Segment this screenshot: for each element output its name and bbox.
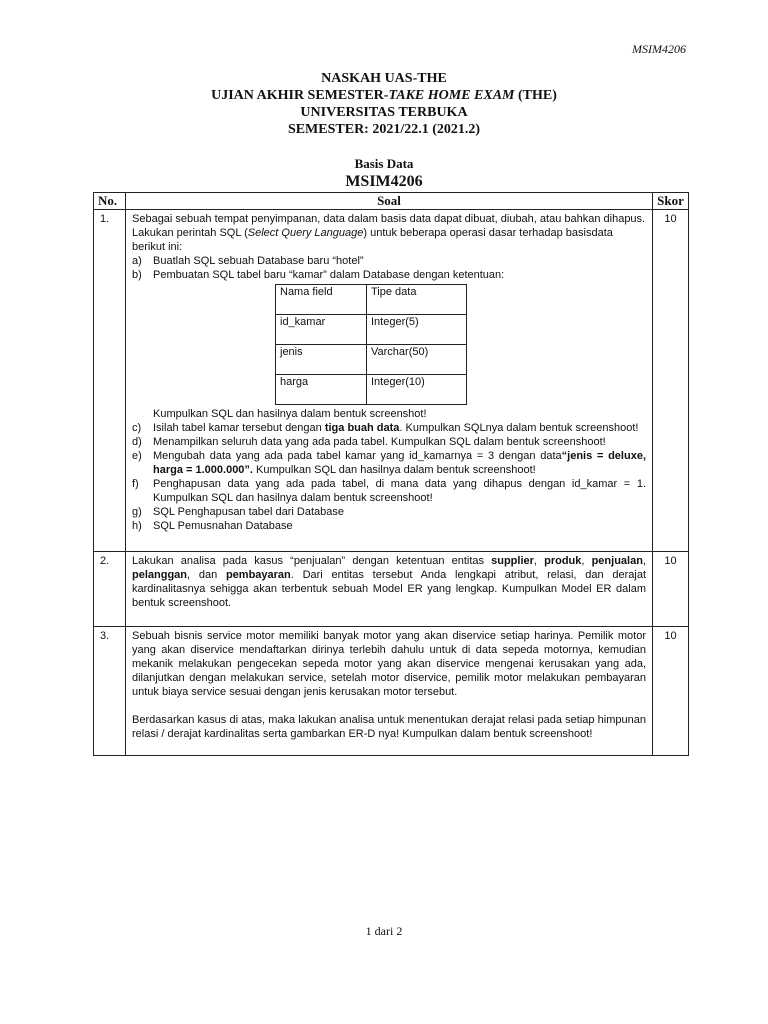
q1-items bbox=[132, 254, 646, 282]
question-table bbox=[93, 192, 689, 756]
document-code: MSIM4206 bbox=[632, 42, 686, 56]
q1-item-a bbox=[132, 254, 646, 268]
q2-text: , bbox=[642, 555, 646, 567]
q1-b-after: Kumpulkan SQL dan hasilnya dalam bentuk screenshot! bbox=[153, 408, 427, 420]
q2-entity-produk: produk bbox=[544, 555, 582, 567]
q1-intro-c: ) untuk beberapa operasi dasar terhadap basisdata berikut ini: bbox=[132, 227, 613, 253]
field-type: Varchar(50) bbox=[367, 345, 467, 375]
question-row-2 bbox=[94, 552, 689, 627]
q3-paragraph-1: Sebuah bisnis service motor memiliki banyak motor yang akan diservice setiap harinya. Pemilik motor yang akan diservice mendaftarkan dirinya terlebih dahulu untuk di data sepeda motornya, kemudian mekanik melakukan pengecekan sepeda motor yang akan diservice mengenai kerusakan yang ada, dilanjutkan dengan melakukan service, setelah motor diservice, pemilik motor melakukan pembayaran untuk biaya service sesuai dengan jenis kerusakan motor tersebut. bbox=[132, 630, 646, 698]
header-line-2-italic: TAKE HOME EXAM bbox=[388, 88, 515, 103]
q1-item-g bbox=[132, 505, 646, 519]
item-bold: tiga buah data bbox=[324, 422, 400, 434]
q2-text: Lakukan analisa pada kasus “penjualan” dengan ketentuan entitas bbox=[132, 555, 492, 567]
q2-entity-pembayaran: pembayaran bbox=[225, 569, 291, 581]
q1-item-c bbox=[132, 421, 646, 435]
header-line-1: NASKAH UAS-THE bbox=[321, 71, 447, 86]
item-text: Pembuatan SQL tabel baru “kamar” dalam Database dengan ketentuan: bbox=[153, 269, 505, 281]
header-line-2 bbox=[0, 87, 768, 104]
q2-entity-pelanggan: pelanggan bbox=[132, 569, 188, 581]
field-row bbox=[276, 375, 467, 405]
question-number: 1. bbox=[94, 210, 126, 552]
item-text: Isilah tabel kamar tersebut dengan bbox=[153, 422, 325, 434]
header-line-2-c: (THE) bbox=[514, 88, 557, 103]
item-label: c) bbox=[132, 422, 142, 434]
q2-entity-supplier: supplier bbox=[491, 555, 534, 567]
q1-item-b bbox=[132, 268, 646, 282]
page-number: 1 dari 2 bbox=[365, 924, 403, 938]
item-label: b) bbox=[132, 269, 142, 281]
field-name: id_kamar bbox=[276, 315, 367, 345]
q1-intro-italic: Select Query Language bbox=[247, 227, 364, 239]
q3-paragraph-2: Berdasarkan kasus di atas, maka lakukan analisa untuk menentukan derajat relasi pada setiap himpunan relasi / derajat kardinalitas serta gambarkan ER-D nya! Kumpulkan dalam bentuk screenshoot! bbox=[132, 714, 646, 740]
header-line-4: SEMESTER: 2021/22.1 (2021.2) bbox=[287, 122, 481, 137]
question-text bbox=[126, 210, 653, 552]
item-text: . Kumpulkan SQLnya dalam bentuk screenshoot! bbox=[399, 422, 639, 434]
item-text: Buatlah SQL sebuah Database baru “hotel” bbox=[153, 255, 364, 267]
course-code: MSIM4206 bbox=[345, 173, 423, 190]
question-text bbox=[126, 552, 653, 627]
q2-text: , bbox=[533, 555, 545, 567]
question-text bbox=[126, 627, 653, 756]
table-header-row bbox=[94, 193, 689, 210]
item-label: d) bbox=[132, 436, 142, 448]
item-bold: “jenis = deluxe, harga = 1.000.000”. bbox=[153, 450, 646, 476]
question-score: 10 bbox=[653, 627, 689, 756]
q1-intro bbox=[132, 212, 646, 254]
q1-item-d bbox=[132, 435, 646, 449]
field-name: harga bbox=[276, 375, 367, 405]
q2-text: , dan bbox=[187, 569, 226, 581]
header-line-3: UNIVERSITAS TERBUKA bbox=[300, 105, 468, 120]
exam-header bbox=[0, 70, 768, 138]
field-row bbox=[276, 315, 467, 345]
field-table bbox=[275, 284, 467, 405]
q1-item-e bbox=[132, 449, 646, 477]
field-row bbox=[276, 345, 467, 375]
question-row-3 bbox=[94, 627, 689, 756]
q1-intro-a: Sebagai sebuah tempat penyimpanan, data dalam basis data dapat dibuat, diubah, atau bahkan dihapus. Lakukan perintah SQL ( bbox=[132, 213, 646, 239]
question-score: 10 bbox=[653, 552, 689, 627]
question-score: 10 bbox=[653, 210, 689, 552]
col-skor-header: Skor bbox=[653, 193, 689, 210]
field-type: Integer(5) bbox=[367, 315, 467, 345]
q2-text: . Dari entitas tersebut Anda lengkapi atribut, relasi, dan derajat kardinalitasnya sehigga akan terbentuk sebuah Model ER yang lengkap. Kumpulkan Model ER dalam bentuk screenshoot. bbox=[132, 569, 646, 609]
field-type: Tipe data bbox=[367, 285, 467, 315]
field-row bbox=[276, 285, 467, 315]
item-text: Menampilkan seluruh data yang ada pada tabel. Kumpulkan SQL dalam bentuk screenshoot! bbox=[153, 436, 606, 448]
q1-items-2 bbox=[132, 421, 646, 533]
course-name: Basis Data bbox=[354, 156, 414, 171]
header-line-2-a: UJIAN AKHIR SEMESTER- bbox=[211, 88, 389, 103]
col-soal-header: Soal bbox=[126, 193, 653, 210]
item-text: Penghapusan data yang ada pada tabel, di mana data yang dihapus dengan id_kamar = 1. Kumpulkan SQL dan hasilnya dalam bentuk screenshoot! bbox=[153, 478, 646, 504]
course-title bbox=[0, 156, 768, 192]
item-label: a) bbox=[132, 255, 142, 267]
item-text: SQL Pemusnahan Database bbox=[153, 520, 293, 532]
q2-entity-penjualan: penjualan bbox=[591, 555, 643, 567]
item-label: h) bbox=[132, 520, 142, 532]
item-text: Kumpulkan SQL dan hasilnya dalam bentuk screenshoot! bbox=[252, 464, 536, 476]
question-row-1 bbox=[94, 210, 689, 552]
q1-item-f bbox=[132, 477, 646, 505]
item-label: f) bbox=[132, 478, 139, 490]
item-label: g) bbox=[132, 506, 142, 518]
item-text: Mengubah data yang ada pada tabel kamar yang id_kamarnya = 3 dengan data bbox=[153, 450, 562, 462]
field-name: Nama field bbox=[276, 285, 367, 315]
item-label: e) bbox=[132, 450, 142, 462]
question-number: 3. bbox=[94, 627, 126, 756]
item-text: SQL Penghapusan tabel dari Database bbox=[153, 506, 345, 518]
q1-item-h bbox=[132, 519, 646, 533]
q2-text: , bbox=[581, 555, 592, 567]
question-number: 2. bbox=[94, 552, 126, 627]
col-no-header: No. bbox=[94, 193, 126, 210]
field-type: Integer(10) bbox=[367, 375, 467, 405]
field-name: jenis bbox=[276, 345, 367, 375]
